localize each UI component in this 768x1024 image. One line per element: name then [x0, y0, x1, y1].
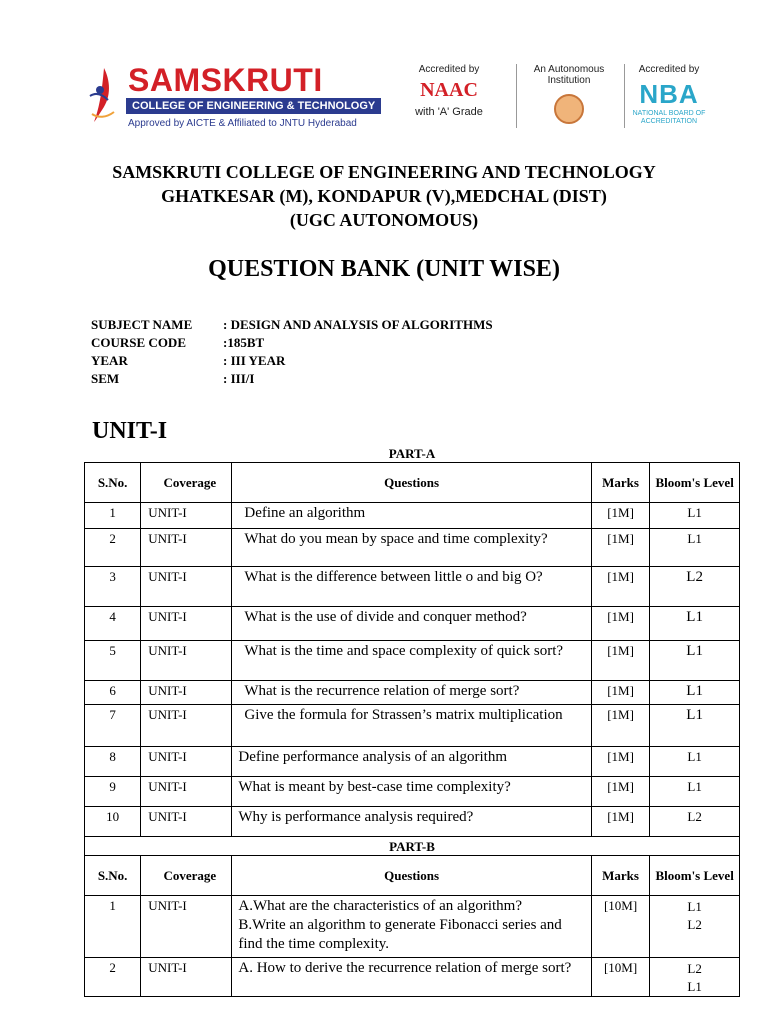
row-blooms-level: L1 [650, 681, 740, 705]
row-question: What is the recurrence relation of merge sort? [232, 681, 592, 705]
row-coverage: UNIT-I [141, 641, 232, 681]
part-label: PART-A [388, 446, 436, 461]
question-part-a: A.What are the characteristics of an algorithm? [238, 898, 522, 914]
row-marks: [10M] [591, 896, 649, 958]
table-row [85, 607, 740, 641]
row-coverage: UNIT-I [141, 896, 232, 958]
row-blooms-level: L1 [650, 641, 740, 681]
row-number: 10 [85, 807, 141, 837]
row-coverage: UNIT-I [141, 747, 232, 777]
college-status: (UGC AUTONOMOUS) [289, 210, 479, 230]
row-coverage: UNIT-I [141, 567, 232, 607]
row-marks: [1M] [591, 503, 649, 529]
row-number: 9 [85, 777, 141, 807]
table-row [85, 777, 740, 807]
meta-value: : III YEAR [223, 353, 286, 368]
row-coverage: UNIT-I [141, 807, 232, 837]
row-number: 7 [85, 705, 141, 747]
naac-name: NAAC [420, 79, 478, 101]
row-question: Give the formula for Strassen’s matrix multiplication [232, 705, 592, 747]
row-blooms-level: L2 [650, 807, 740, 837]
part-header-row [85, 444, 740, 463]
column-header-coverage: Coverage [141, 463, 232, 503]
row-blooms-level: L1 [650, 705, 740, 747]
table-header-row [85, 463, 740, 503]
table-row [85, 747, 740, 777]
row-blooms-level: L2 [650, 567, 740, 607]
row-coverage: UNIT-I [141, 607, 232, 641]
autonomous-caption-1: An Autonomous [533, 64, 605, 75]
level-b: L2 [687, 917, 702, 932]
row-blooms-level: L1 [650, 747, 740, 777]
table-row [85, 896, 740, 958]
table-row [85, 681, 740, 705]
row-coverage: UNIT-I [141, 958, 232, 997]
nba-name: NBA [639, 79, 699, 109]
table-row [85, 807, 740, 837]
meta-row [91, 370, 493, 388]
autonomous-badge [524, 64, 614, 124]
column-header-questions: Questions [232, 463, 592, 503]
table-row [85, 958, 740, 997]
question-part-a: A. How to derive the recurrence relation of merge sort? [238, 960, 572, 976]
nba-fullname: NATIONAL BOARD OF ACCREDITATION [632, 110, 706, 125]
meta-value: : DESIGN AND ANALYSIS OF ALGORITHMS [223, 317, 493, 332]
row-question [232, 896, 592, 958]
part-header-row [85, 837, 740, 856]
row-blooms-level: L1 [650, 529, 740, 567]
column-header-marks: Marks [591, 463, 649, 503]
table-row [85, 567, 740, 607]
row-question: Define performance analysis of an algorithm [232, 747, 592, 777]
row-marks: [1M] [591, 747, 649, 777]
row-question: What is meant by best-case time complexity? [232, 777, 592, 807]
row-number: 2 [85, 958, 141, 997]
row-number: 1 [85, 503, 141, 529]
naac-badge [394, 64, 504, 118]
meta-key: SEM [91, 371, 120, 386]
row-marks: [1M] [591, 641, 649, 681]
level-b: L1 [687, 979, 702, 994]
logo-banner [84, 60, 724, 136]
subject-details [91, 316, 493, 388]
row-marks: [1M] [591, 567, 649, 607]
row-number: 3 [85, 567, 141, 607]
college-emblem-icon [88, 66, 118, 124]
row-marks: [1M] [591, 777, 649, 807]
row-question: What is the time and space complexity of quick sort? [232, 641, 592, 681]
row-question: Define an algorithm [232, 503, 592, 529]
row-number: 4 [85, 607, 141, 641]
meta-row [91, 334, 493, 352]
meta-key: COURSE CODE [91, 335, 186, 350]
column-header-marks: Marks [591, 856, 649, 896]
row-coverage: UNIT-I [141, 503, 232, 529]
column-header-blooms: Bloom's Level [650, 463, 740, 503]
table-row [85, 641, 740, 681]
college-name: SAMSKRUTI COLLEGE OF ENGINEERING AND TECHNOLOGY [112, 162, 656, 182]
brand-name: SAMSKRUTI [128, 62, 323, 98]
brand-approval: Approved by AICTE & Affiliated to JNTU Hyderabad [128, 118, 357, 129]
table-row [85, 705, 740, 747]
naac-grade: with 'A' Grade [415, 106, 483, 118]
row-blooms-level: L1 [650, 607, 740, 641]
row-marks: [10M] [591, 958, 649, 997]
logo-divider [516, 64, 517, 128]
autonomous-caption-2: Institution [547, 75, 591, 86]
column-header-blooms: Bloom's Level [650, 856, 740, 896]
column-header-coverage: Coverage [141, 856, 232, 896]
row-blooms-level [650, 896, 740, 958]
brand-subtitle: COLLEGE OF ENGINEERING & TECHNOLOGY [126, 98, 381, 114]
row-coverage: UNIT-I [141, 705, 232, 747]
row-coverage: UNIT-I [141, 529, 232, 567]
college-address: GHATKESAR (M), KONDAPUR (V),MEDCHAL (DIST) [161, 186, 607, 206]
page-title: QUESTION BANK (UNIT WISE) [208, 256, 560, 282]
meta-value: : III/I [223, 371, 255, 386]
row-marks: [1M] [591, 529, 649, 567]
level-a: L1 [687, 899, 702, 914]
question-table [84, 444, 740, 997]
nba-caption: Accredited by [638, 64, 700, 75]
row-number: 1 [85, 896, 141, 958]
emblem-seal-icon [554, 94, 584, 124]
row-number: 8 [85, 747, 141, 777]
unit-title: UNIT-I [92, 418, 168, 444]
row-question: What is the use of divide and conquer method? [232, 607, 592, 641]
meta-row [91, 316, 493, 334]
column-header-sno: S.No. [85, 856, 141, 896]
meta-key: YEAR [91, 353, 128, 368]
column-header-sno: S.No. [85, 463, 141, 503]
table-header-row [85, 856, 740, 896]
meta-row [91, 352, 493, 370]
row-number: 5 [85, 641, 141, 681]
nba-badge [624, 64, 714, 126]
row-blooms-level [650, 958, 740, 997]
table-row [85, 529, 740, 567]
row-blooms-level: L1 [650, 503, 740, 529]
row-question [232, 958, 592, 997]
college-logo [84, 60, 376, 132]
level-a: L2 [687, 961, 702, 976]
row-marks: [1M] [591, 607, 649, 641]
row-coverage: UNIT-I [141, 777, 232, 807]
row-number: 6 [85, 681, 141, 705]
row-marks: [1M] [591, 705, 649, 747]
question-part-b: B.Write an algorithm to generate Fibonacci series and find the time complexity. [238, 917, 562, 952]
row-question: What is the difference between little o and big O? [232, 567, 592, 607]
meta-value: :185BT [223, 335, 265, 350]
row-number: 2 [85, 529, 141, 567]
row-coverage: UNIT-I [141, 681, 232, 705]
row-question: What do you mean by space and time complexity? [232, 529, 592, 567]
row-marks: [1M] [591, 807, 649, 837]
column-header-questions: Questions [232, 856, 592, 896]
naac-caption: Accredited by [418, 64, 480, 75]
row-blooms-level: L1 [650, 777, 740, 807]
part-label: PART-B [85, 837, 740, 856]
row-marks: [1M] [591, 681, 649, 705]
table-row [85, 503, 740, 529]
row-question: Why is performance analysis required? [232, 807, 592, 837]
meta-key: SUBJECT NAME [91, 317, 193, 332]
